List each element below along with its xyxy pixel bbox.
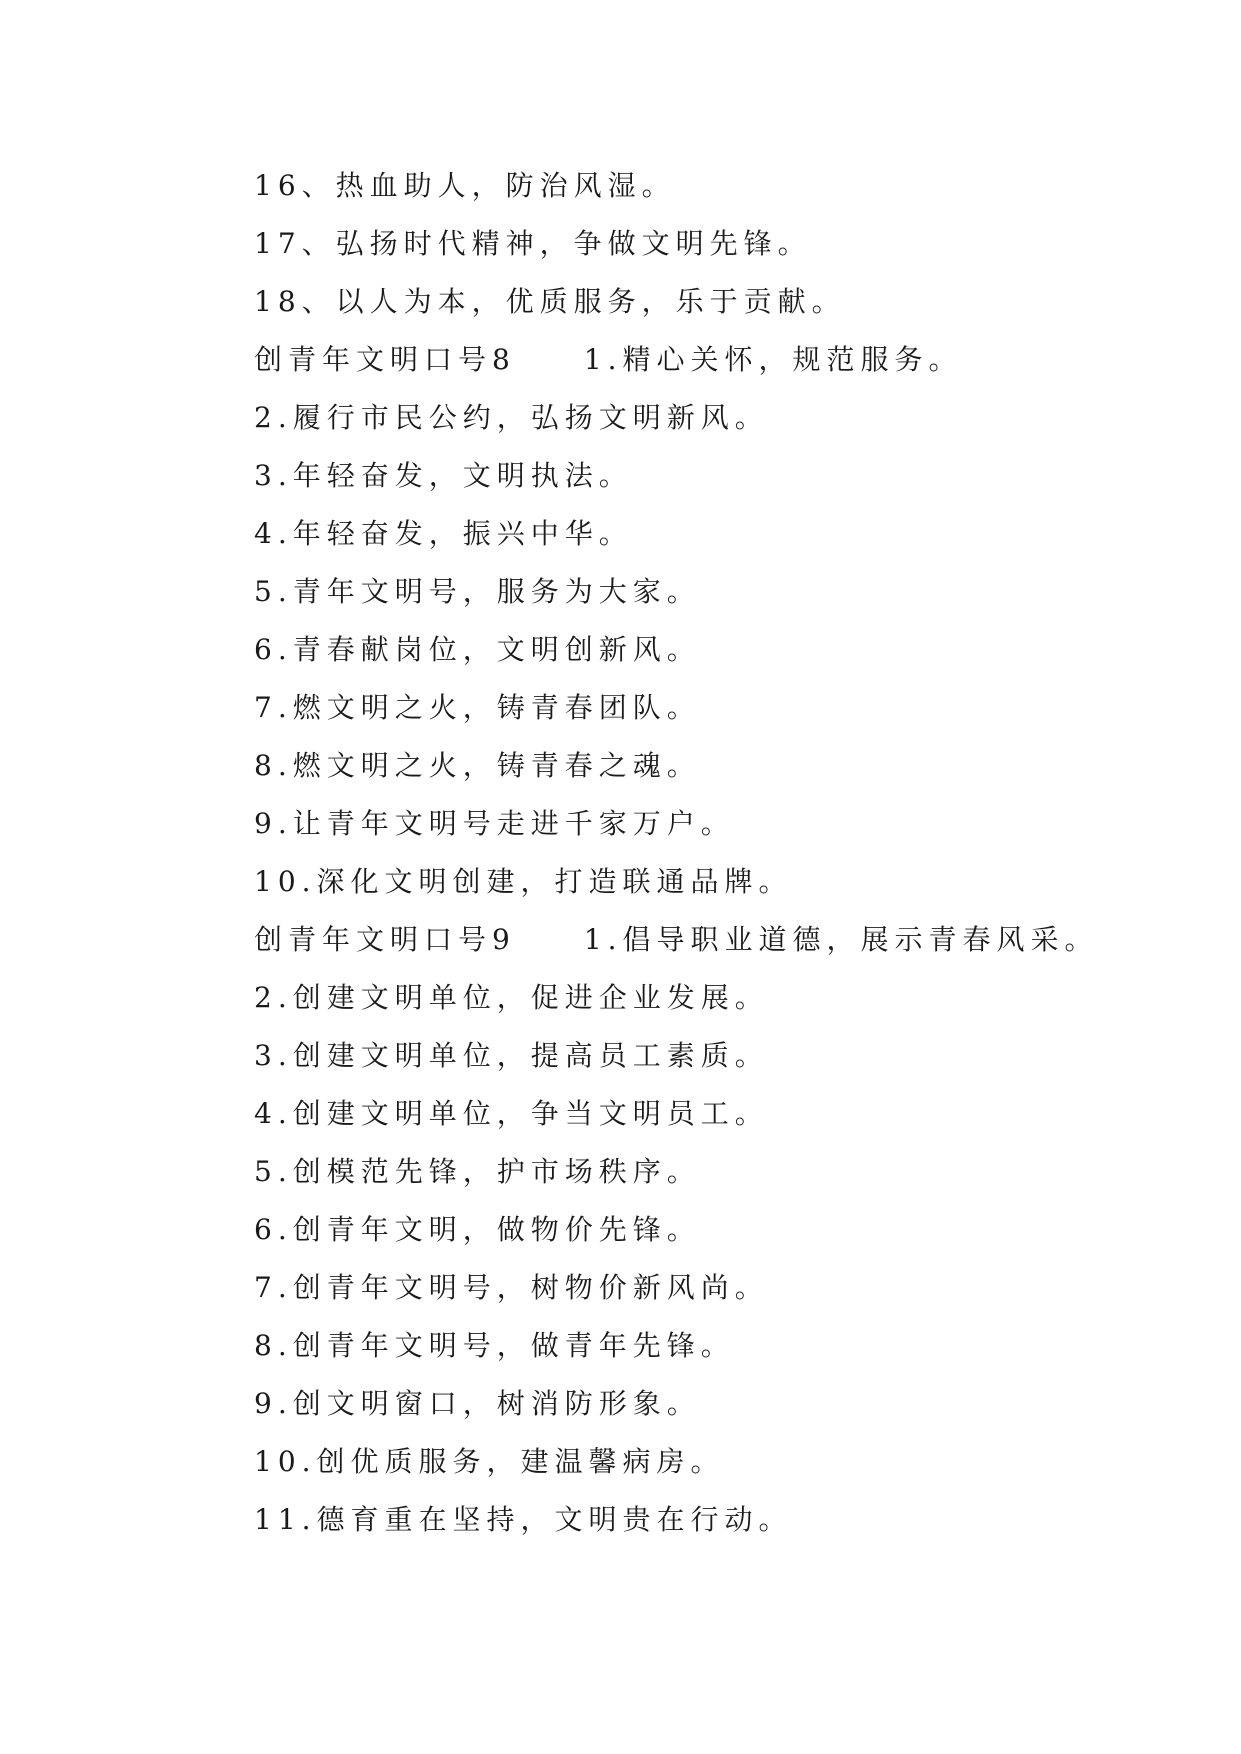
- text-line: 11.德育重在坚持，文明贵在行动。: [254, 1503, 793, 1536]
- text-line: 9.创文明窗口，树消防形象。: [254, 1387, 701, 1420]
- text-line: 16、热血助人，防治风湿。: [254, 169, 676, 202]
- text-line: 10.深化文明创建，打造联通品牌。: [254, 865, 793, 898]
- text-line: 17、弘扬时代精神，争做文明先锋。: [254, 227, 812, 260]
- text-line: 8.燃文明之火，铸青春之魂。: [254, 749, 701, 782]
- text-line: 18、以人为本，优质服务，乐于贡献。: [254, 285, 846, 318]
- slogan-list: [254, 157, 1194, 1549]
- text-line: 6.创青年文明，做物价先锋。: [254, 1213, 701, 1246]
- text-line: 7.燃文明之火，铸青春团队。: [254, 691, 701, 724]
- text-line: 3.创建文明单位，提高员工素质。: [254, 1039, 769, 1072]
- text-line: 4.年轻奋发，振兴中华。: [254, 517, 633, 550]
- text-line: 5.青年文明号，服务为大家。: [254, 575, 701, 608]
- section-heading-line: 创青年文明口号9 1.倡导职业道德，展示青春风采。: [254, 923, 1099, 956]
- text-line: 9.让青年文明号走进千家万户。: [254, 807, 735, 840]
- text-line: 3.年轻奋发，文明执法。: [254, 459, 633, 492]
- text-line: 2.创建文明单位，促进企业发展。: [254, 981, 769, 1014]
- text-line: 8.创青年文明号，做青年先锋。: [254, 1329, 735, 1362]
- text-line: 6.青春献岗位，文明创新风。: [254, 633, 701, 666]
- text-line: 5.创模范先锋，护市场秩序。: [254, 1155, 701, 1188]
- text-line: 2.履行市民公约，弘扬文明新风。: [254, 401, 769, 434]
- text-line: 4.创建文明单位，争当文明员工。: [254, 1097, 769, 1130]
- text-line: 7.创青年文明号，树物价新风尚。: [254, 1271, 769, 1304]
- text-line: 10.创优质服务，建温馨病房。: [254, 1445, 725, 1478]
- section-heading-line: 创青年文明口号8 1.精心关怀，规范服务。: [254, 343, 963, 376]
